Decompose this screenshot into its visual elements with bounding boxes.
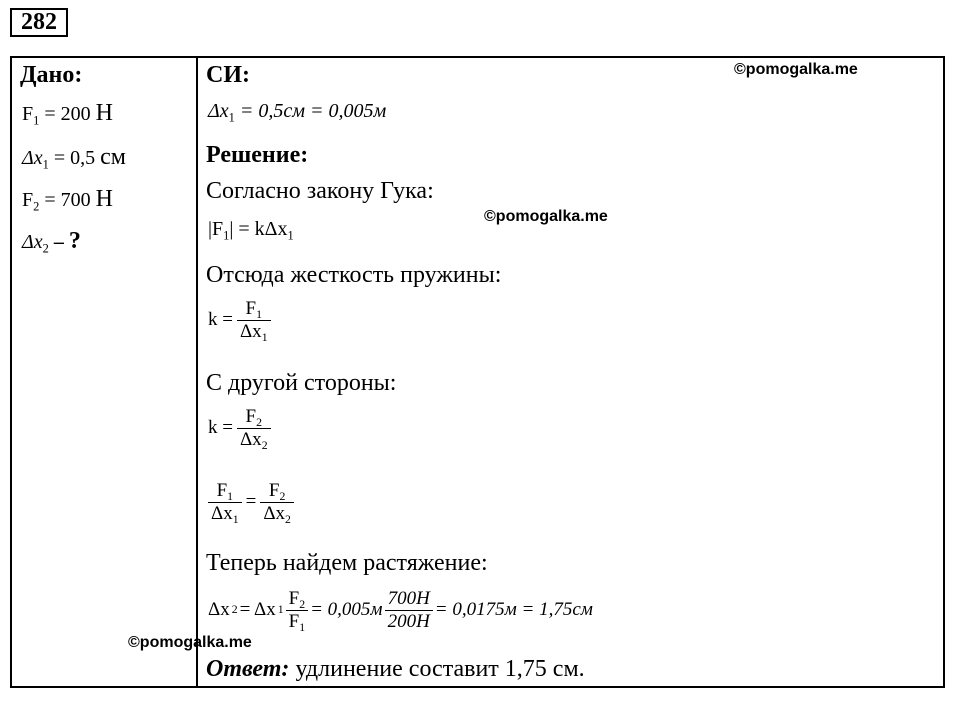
column-divider [196,56,198,688]
watermark-bottom: ©pomogalka.me [128,634,252,651]
problem-number: 282 [10,8,68,37]
hooke-formula: $|F_1| = k\Delta x_1$ [208,218,294,243]
final-calculation: Δx 2 = Δx 1 $\frac{F_2}{F_1}$ = 0,005м $\frac{700Н}{200Н}$ = 0,0175м = 1,75см [208,588,593,634]
given-line-f1: $F_1 = 200$ Н [22,100,113,128]
stiffness-formula-k1: k = $\frac{F_1}{\Delta x_1}$ [208,298,271,343]
other-side-text: С другой стороны: [206,370,397,396]
given-header: Дано: [20,62,83,88]
watermark-top: ©pomogalka.me [734,61,858,78]
stiffness-text: Отсюда жесткость пружины: [206,262,502,288]
given-line-dx1: $\Delta x_1 = 0,5$ см [22,144,126,172]
si-header: СИ: [206,62,250,88]
given-line-dx2: $\Delta x_2$ – ? [22,228,81,256]
extension-text: Теперь найдем растяжение: [206,550,488,576]
stiffness-formula-k2: k = $\frac{F_2}{\Delta x_2}$ [208,406,271,451]
ratio-equality: $\frac{F_1}{\Delta x_1}$ = $\frac{F_2}{\Delta x_2}$ [208,480,294,525]
hooke-text: Согласно закону Гука: [206,178,434,204]
watermark-middle: ©pomogalka.me [484,208,608,225]
answer-line: Ответ: удлинение составит 1,75 см. [206,656,585,682]
given-line-f2: $F_2 = 700$ Н [22,186,113,214]
si-conversion: $\Delta x_1 = 0,5см = 0,005м$ [208,100,387,125]
solution-header: Решение: [206,142,309,168]
